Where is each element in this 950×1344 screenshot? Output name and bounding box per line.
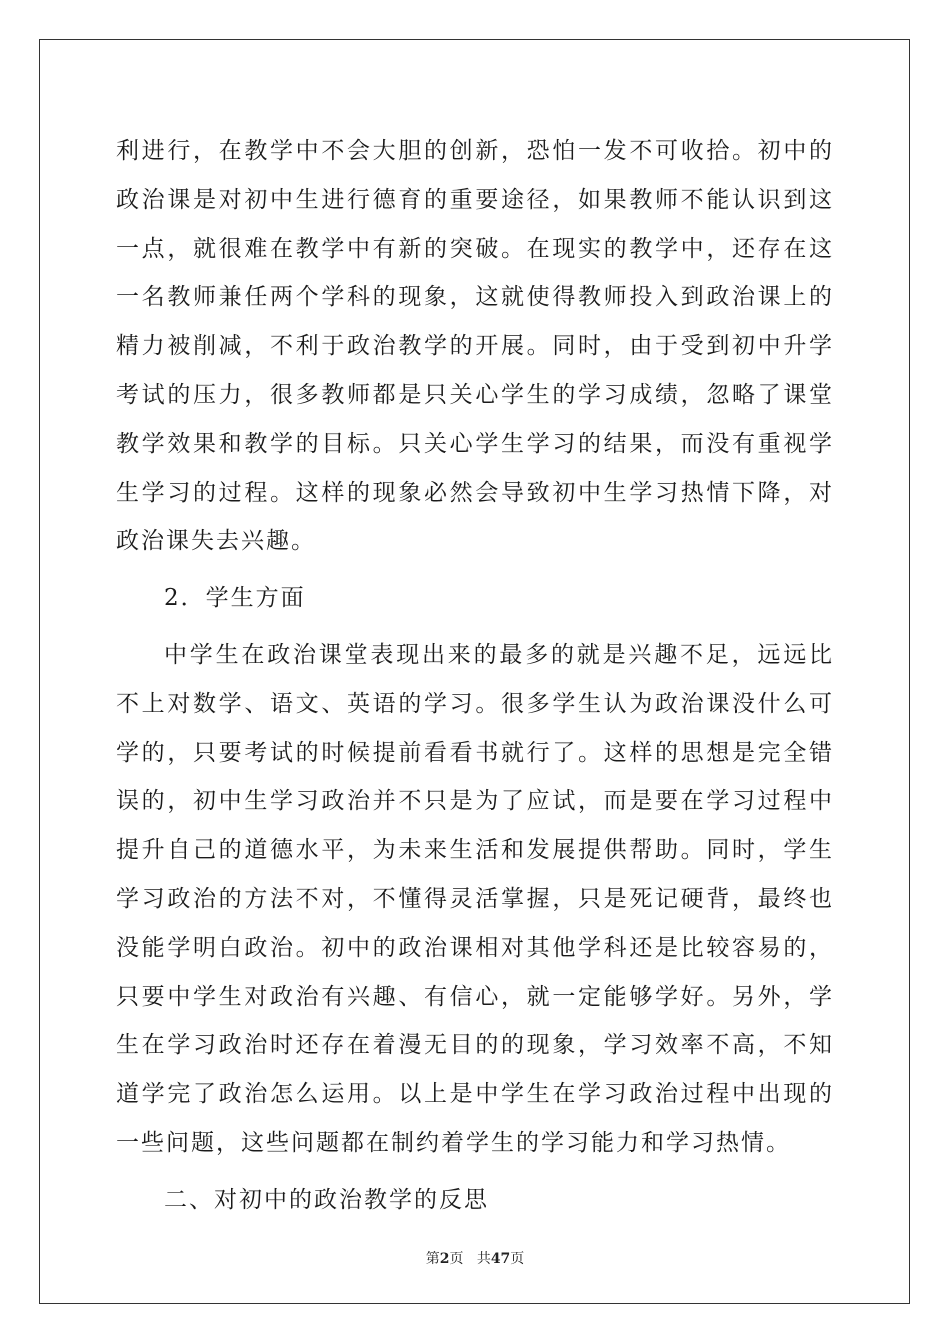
current-page-number: 2 (439, 1251, 450, 1267)
footer-total-prefix: 共 (476, 1251, 491, 1267)
footer-prefix: 第 (425, 1251, 440, 1267)
footer-total-suffix: 页 (510, 1251, 525, 1267)
section-heading-reflection: 二、对初中的政治教学的反思 (164, 1186, 489, 1213)
spacer (116, 566, 834, 574)
paragraph-student-issues: 中学生在政治课堂表现出来的最多的就是兴趣不足，远远比不上对数学、语文、英语的学习。很多学生认为政治课没什么可学的，只要考试的时候提前看看书就行了。这样的思想是完全错误的，初中生学习政治并不只是为了应试，而是要在学习过程中提升自己的道德水平，为未来生活和发展提供帮助。同时，学生学习政治的方法不对，不懂得灵活掌握，只是死记硬背，最终也没能学明白政治。初中的政治课相对其他学科还是比较容易的，只要中学生对政治有兴趣、有信心，就一定能够学好。另外，学生在学习政治时还存在着漫无目的的现象，学习效率不高，不知道学完了政治怎么运用。以上是中学生在学习政治过程中出现的一些问题，这些问题都在制约着学生的学习能力和学习热情。 (116, 641, 834, 1156)
document-body (116, 127, 834, 1225)
footer-page-suffix: 页 (449, 1251, 464, 1267)
total-page-number: 47 (490, 1251, 511, 1267)
paragraph-teacher-issues: 利进行，在教学中不会大胆的创新，恐怕一发不可收拾。初中的政治课是对初中生进行德育的重要途径，如果教师不能认识到这一点，就很难在教学中有新的突破。在现实的教学中，还存在这一名教师兼任两个学科的现象，这就使得教师投入到政治课上的精力被削减，不利于政治教学的开展。同时，由于受到初中升学考试的压力，很多教师都是只关心学生的学习成绩，忽略了课堂教学效果和教学的目标。只关心学生学习的结果，而没有重视学生学习的过程。这样的现象必然会导致初中生学习热情下降，对政治课失去兴趣。 (116, 138, 834, 555)
spacer (116, 623, 834, 631)
section-heading-student: 2．学生方面 (164, 585, 306, 612)
page-footer (0, 1248, 950, 1268)
spacer (116, 1168, 834, 1176)
